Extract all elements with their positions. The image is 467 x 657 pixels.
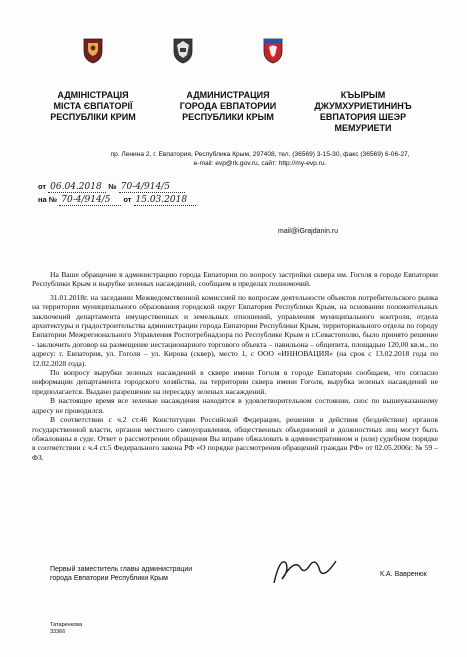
paragraph-appeal-rights: В соответствии с ч.2 ст.46 Конституции Российской Федерации, решения и действия (бездействие) органов государственной власти, органов местного самоуправления, общественных объединений и должностных лиц могут быть обжалованы в суде. Ответ о рассмотрении обращения Вы вправе обжаловать в административном и (или) судебном порядке в соответствии с ч.4 ст.5 Федерального закона РФ «О порядке рассмотрения обращений граждан РФ» от 02.05.2006г. № 59 – ФЗ. <box>32 415 438 462</box>
signatory-position: Первый заместитель главы администрации города Евпатории Республики Крым <box>50 566 193 582</box>
on-from-label: от <box>123 195 132 204</box>
executor-info <box>50 622 82 636</box>
paragraph-intro: На Ваше обращение в администрацию города Евпатории по вопросу застройки сквера им. Гоголя в городе Евпатории Республики Крым и вырубке зеленых насаждений, сообщаем в пределах полномочий. <box>32 270 438 289</box>
header-crimean-tatar-title: КЪЫРЫМ ДЖУМХУРИЕТИНИНЪ ЕВПАТОРИЯ ШЕЭР МЕМУРИЕТИ <box>314 90 412 133</box>
outgoing-number: 70-4/914/5 <box>119 182 185 193</box>
crimea-coat-of-arms-icon <box>262 37 284 64</box>
on-number-label: на № <box>38 195 58 204</box>
outgoing-date: 06.04.2018 <box>48 182 106 193</box>
letter-body <box>32 270 438 462</box>
city-coat-of-arms-icon <box>172 37 194 64</box>
executor-phone: 33366 <box>50 629 66 635</box>
outgoing-registration <box>38 182 185 193</box>
handwritten-signature-icon <box>270 553 340 587</box>
recipient-email: mail@iGrajdanin.ru <box>278 228 339 235</box>
paragraph-tree-felling: По вопросу вырубки зеленых насаждений в сквере имени Гоголя в городе Евпатории сообщаем, что согласно информации департамента городского хозяйства, на территории сквера имени Гоголя, вырубка зеленых насаждений не предполагается. Выдано разрешение на пересадку зеленых насаждений. <box>32 368 438 396</box>
signatory-name: К.А. Вавренюк <box>380 571 427 578</box>
header-ukrainian-title: АДМІНІСТРАЦІЯ МІСТА ЄВПАТОРІЇ РЕСПУБЛІКИ КРИМ <box>50 90 136 122</box>
from-label: от <box>38 182 47 191</box>
header-russian-title: АДМИНИСТРАЦИЯ ГОРОДА ЕВПАТОРИИ РЕСПУБЛИКИ КРЫМ <box>179 90 277 122</box>
paragraph-commission-decision: 31.01.2018г. на заседании Межведомственной комиссией по вопросам деятельности объектов потребительского рынка на территории муниципального образования городской округ Евпатория Республики Крым, на основании положительных заключений департамента имущественных и земельных отношений, управления муниципального контроля, отдела архитектуры и градостроительства администрации города Евпатории Республики Крым, территориального отдела по городу Евпатории Межрегионального Управления Роспотребнадзора по Республике Крым и г.Севастополю, было принято решение - заключить договор на размещение нестационарного торгового объекта – павильона – общепита, площадью 120,00 кв.м., по адресу: г. Евпатория, ул. Гоголя – ул. Кирова (сквер), место 1, с ООО «ИННОВАЦИЯ» (на срок с 13.02.2018 года по 12.02.2028 года). <box>32 292 438 368</box>
incoming-number: 70-4/914/5 <box>59 195 121 206</box>
paragraph-current-state: В настоящее время все зеленые насаждения находятся в удовлетворительном состоянии, снос по вышеуказанному адресу не проводился. <box>32 396 438 415</box>
executor-name: Татаренкова <box>50 622 83 628</box>
contact-address: пр. Ленина 2, г. Евпатория, Республика Крым, 297408, тел. (36569) 3-15-30, факс (36569) 6-06-27, e-mail: evp@rk.gov.ru, сайт: http://my-evp.ru. <box>110 151 410 167</box>
incoming-date: 15.03.2018 <box>134 195 196 206</box>
evpatoria-coat-of-arms-icon <box>82 37 104 64</box>
incoming-registration <box>38 195 196 206</box>
number-label: № <box>108 182 117 191</box>
